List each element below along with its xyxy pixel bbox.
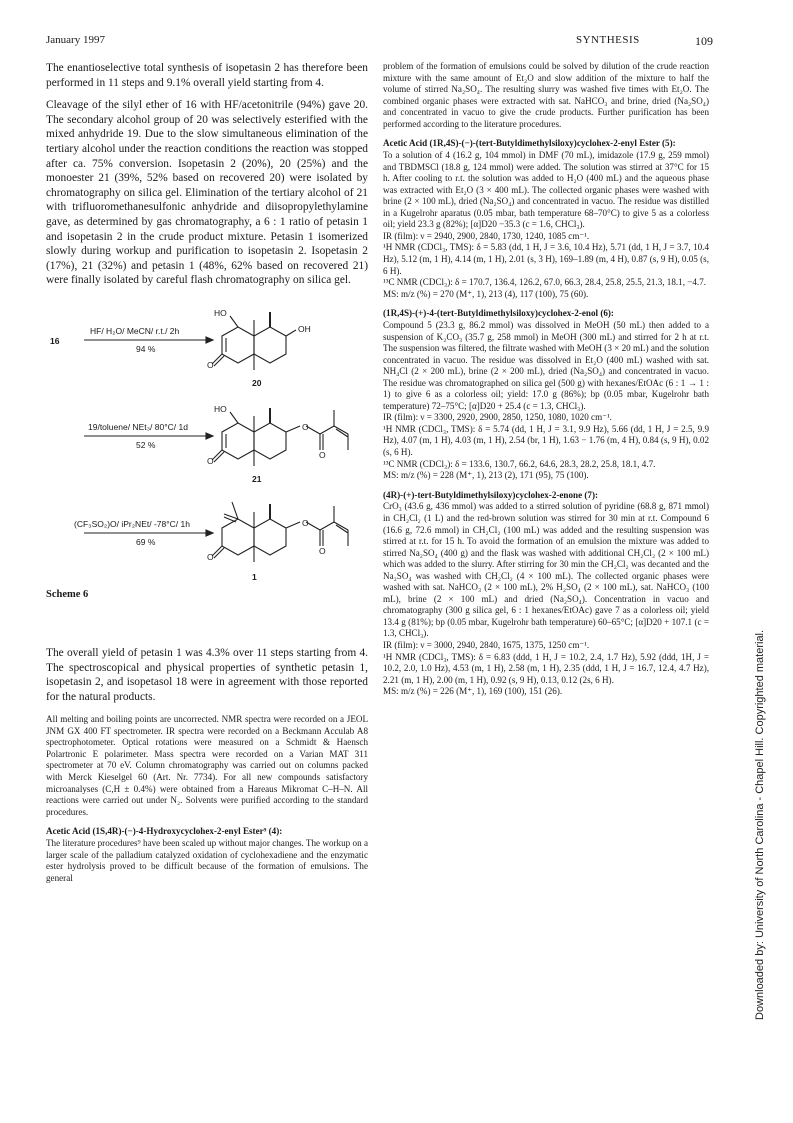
journal-name: SYNTHESIS <box>576 34 640 46</box>
paragraph-general-methods: All melting and boiling points are uncorrected. NMR spectra were recorded on a JEOL JNM GX 400 FT spectrometer. IR spectra were recorded on a Beckmann Acculab A8 spectrophotometer. Optical rotations were measured on a Schmidt & Haensch Polartronic E polarimeter. Mass spectra were recorded on a Varian MAT 311 spectrometer at 70 eV. Column chromatography was carried out on columns packed with Merck Kieselgel 60 (Art. Nr. 7734). For all new compounds satisfactory microanalyses (C,H ± 0.4%) were obtained from a Hareaus Mikromat C–H–N. All reactions were carried out under N₂. Solvents were purified according to the standard procedures. <box>46 714 368 817</box>
compound-6-title: (1R,4S)-(+)-4-(tert-Butyldimethylsiloxy)cyclohex-2-enol (6): <box>383 308 614 319</box>
molecule-20 <box>212 312 296 370</box>
molecule-21 <box>212 408 348 466</box>
label-compound-16: 16 <box>50 335 60 346</box>
molecule-1 <box>212 502 348 562</box>
atom-ho-20: HO <box>214 307 227 318</box>
step2-yield: 52 % <box>136 439 156 450</box>
compound-7-h-nmr: ¹H NMR (CDCl₃, TMS): δ = 6.83 (ddd, 1 H, J = 10.2, 2.4, 1.7 Hz), 5.92 (ddd, 1H, J = 10.2, 2.0, 1.0 Hz), 4.53 (m, 1 H), 2.58 (m, 1 H), 2.35 (ddd, 1 H, J = 16.7, 12.4, 4.7 Hz), 2.21 (m, 1 H), 2.00 (m, 1 H), 0.92 (s, 9 H), 0.13, 0.12 (2s, 6 H). <box>383 651 709 685</box>
compound-4-procedure: The literature procedures⁹ have been scaled up without major changes. The workup on a larger scale of the palladium catalyzed oxidation of cyclohexadiene and the enzymatic ester hydrolysis proved to be difficult because of the formation of emulsions. The general <box>46 838 368 883</box>
compound-7-procedure: CrO₃ (43.6 g, 436 mmol) was added to a stirred solution of pyridine (68.8 g, 871 mmol) in CH₂Cl₂ (1 L) and the red-brown solution was stirred for 30 min at r.t. Compound 6 (16.6 g, 72.6 mmol) in CH₂Cl₂ (100 mL) was added and the resulting suspension was stirred at r.t. for 15 h. To avoid the formation of an emulsion the mixture was added to stirred Na₂SO₄ (400 g) and the flask was washed with additional CH₂Cl₂ (2 × 100 mL) which was added to the slurry. After stirring for 30 min the CH₂Cl₂ was decanted and the Na₂SO₄ was washed with CH₂Cl₂ (4 × 100 mL). The collected organic phases were washed with sat. NaHCO₃ (2 × 100 mL), 2% H₂SO₄ (2 × 100 mL), sat. NaHCO₃ (100 mL), brine (2 × 100 mL) and dried (Na₂SO₄). Concentration in vacuo and chromatography (300 g silica gel, 6 : 1 hexanes/EtOAc) gave 7 as a colorless oil; yield 13.4 g (81%); bp (0.05 mbar, Kugelrohr bath temperature) 60–65°C; [α]D20 + 107.1 (c = 1.3, CHCl₃). <box>383 501 709 639</box>
atom-o-ester-1: O <box>302 517 309 528</box>
issue-date: January 1997 <box>46 34 105 46</box>
compound-4-title: Acetic Acid (1S,4R)-(−)-4-Hydroxycyclohex-2-enyl Ester⁹ (4): <box>46 826 283 837</box>
step3-yield: 69 % <box>136 536 156 547</box>
download-notice <box>742 130 766 1030</box>
arrowhead-3 <box>206 530 213 536</box>
atom-o-1: O <box>207 551 214 562</box>
atom-o-ester-21: O <box>302 421 309 432</box>
step1-reagents: HF/ H₂O/ MeCN/ r.t./ 2h <box>90 325 180 336</box>
compound-5-h-nmr: ¹H NMR (CDCl₃, TMS): δ = 5.83 (dd, 1 H, J = 3.6, 10.4 Hz), 5.71 (dd, 1 H, J = 3.7, 10.4 Hz), 5.12 (m, 1 H), 4.14 (m, 1 H), 2.01 (s, 3 H), 169–1.89 (m, 4 H), 0.87 (s, 9 H), 0.05 (s, 6 H). <box>383 242 709 276</box>
scheme-caption: Scheme 6 <box>46 588 89 600</box>
arrowhead-2 <box>206 433 213 439</box>
compound-5-c-nmr: ¹³C NMR (CDCl₃): δ = 170.7, 136.4, 126.2, 67.0, 66.3, 28.4, 25.8, 25.5, 21.3, 18.1, −4.7. <box>383 277 707 288</box>
step2-reagents: 19/toluene/ NEt₃/ 80°C/ 1d <box>88 421 188 432</box>
atom-o-carbonyl-1: O <box>319 545 326 556</box>
atom-o-20: O <box>207 359 214 370</box>
atom-o-carbonyl-21: O <box>319 449 326 460</box>
compound-5-ms: MS: m/z (%) = 270 (M⁺, 1), 213 (4), 117 (100), 75 (60). <box>383 288 589 299</box>
download-notice-text: Downloaded by: University of North Carolina - Chapel Hill. Copyrighted material. <box>754 629 766 1020</box>
compound-7-ir: IR (film): ν = 3000, 2940, 2840, 1675, 1375, 1250 cm⁻¹. <box>383 640 590 650</box>
paragraph-emulsion-continued: problem of the formation of emulsions could be solved by dilution of the crude reaction mixture with the same amount of Et₂O and slow addition of the mixture to half the volume of stirred Na₂SO₄. The resulting slurry was washed five times with Et₂O. The combined organic phases were extracted with sat. NaHCO₃ and brine, dried (Na₂SO₄) and concentrated in vacuo to give the crude products. Further purification has been performed according to the literature procedures. <box>383 61 709 129</box>
compound-6-ir: IR (film): ν = 3300, 2920, 2900, 2850, 1250, 1080, 1020 cm⁻¹. <box>383 412 612 423</box>
paragraph-overall-yield: The overall yield of petasin 1 was 4.3% over 11 steps starting from 4. The spectroscopical and physical properties of synthetic petasin 1, isopetasin 2, and isopetasol 18 were in agreement with those reported for the natural products. <box>46 646 368 703</box>
scheme-drawing <box>46 306 368 606</box>
step1-yield: 94 % <box>136 343 156 354</box>
compound-7-title: (4R)-(+)-tert-Butyldimethylsiloxy)cyclohex-2-enone (7): <box>383 489 599 500</box>
atom-oh-20: OH <box>298 323 311 334</box>
right-column <box>383 61 709 698</box>
compound-5-ir: IR (film): ν = 2940, 2900, 2840, 1730, 1240, 1085 cm⁻¹. <box>383 230 590 241</box>
label-compound-20: 20 <box>252 377 262 388</box>
paragraph-cleavage: Cleavage of the silyl ether of 16 with HF/acetonitrile (94%) gave 20. The secondary alcohol group of 20 was selectively esterified with the mixed anhydride 19. Due to the slow simultaneous elimination of the tertiary alcohol under the reaction conditions the reaction was stopped after ca. 75% conversion. Isopetasin 2 (20%), 20 (25%) and the monoester 21 (39%, 52% based on recovered 20) were isolated by chromatography on silica gel. Elimination of the tertiary alcohol of 21 with trifluoromethanesulfonic anhydride and diisopropylethylamine gave, as determined by gas chromatography, a 6 : 1 ratio of petasin 1 and isopetasin 2 in the crude product mixture. Petasin 1 isomerized slowly during workup and purification to isopetasin 2. Isopetasin 2 (17%), 21 (32%) and petasin 1 (48%, 62% based on recovered 21) were finally isolated by careful flash chromatography on silica gel. <box>46 99 368 287</box>
atom-ho-21: HO <box>214 403 227 414</box>
left-column <box>46 61 368 884</box>
compound-6-ms: MS: m/z (%) = 228 (M⁺, 1), 213 (2), 171 (95), 75 (100). <box>383 470 589 481</box>
reaction-scheme <box>46 306 368 626</box>
page-number: 109 <box>695 34 713 48</box>
compound-5-procedure: To a solution of 4 (16.2 g, 104 mmol) in DMF (70 mL), imidazole (17.9 g, 259 mmol) and TBDMSCl (18.8 g, 124 mmol) were added. The solution was stirred at 37°C for 15 h. After cooling to r.t. the solution was added to H₂O (400 mL) and the aqueous phase was extracted with Et₂O (3 × 400 mL). The collected organic phases were washed with brine (2 × 100 mL), dried (Na₂SO₄) and concentrated in vacuo. The residue was distilled in a Kugelrohr aparatus (0.05 mbar, bath temperature 68–70°C) to give 5 as a colorless oil; yield 23.3 g (82%); [α]D20 −35.3 (c = 1.6, CHCl₃). <box>383 150 709 230</box>
arrowhead-1 <box>206 337 213 343</box>
paragraph-summary: The enantioselective total synthesis of isopetasin 2 has therefore been performed in 11 steps and 9.1% overall yield starting from 4. <box>46 62 368 89</box>
compound-6-c-nmr: ¹³C NMR (CDCl₃): δ = 133.6, 130.7, 66.2, 64.6, 28.3, 28.2, 25.8, 18.1, 4.7. <box>383 458 656 469</box>
label-compound-1: 1 <box>252 571 257 582</box>
compound-6-h-nmr: ¹H NMR (CDCl₃, TMS): δ = 5.74 (dd, 1 H, J = 3.1, 9.9 Hz), 5.66 (dd, 1 H, J = 2.5, 9.9 Hz), 4.07 (m, 1 H), 4.03 (m, 1 H), 2.54 (br, 1 H), 1.63 − 1.76 (m, 4 H), 0.84 (s, 9 H), 0.02 (s, 6 H). <box>383 423 709 457</box>
compound-6-procedure: Compound 5 (23.3 g, 86.2 mmol) was dissolved in MeOH (50 mL) then added to a suspension of K₂CO₃ (35.7 g, 258 mmol) in MeOH (300 mL) and stirred for 2 h at r.t. The suspension was filtered, the filtrate washed with MeOH (3 × 20 mL) and the solution concentrated in vacuo. The residue was dissolved in Et₂O (400 mL) washed with sat. NH₄Cl (2 × 200 mL), brine (2 × 200 mL), dried (Na₂SO₄) and concentrated in vacuo. The residue was chromatographed on silica gel (500 g) with hexanes/EtOAc (6 : 1 → 1 : 1) to give 6 as a colorless oil; yield: 17.0 g (86%); bp (0.05 mbar, Kugelrohr bath temperature) 72–75°C; [α]D20 + 25.4 (c = 1.3, CHCl₃). <box>383 319 709 411</box>
step3-reagents: (CF₃SO₂)O/ iPr₂NEt/ -78°C/ 1h <box>74 518 190 529</box>
compound-7-ms: MS: m/z (%) = 226 (M⁺, 1), 169 (100), 151 (26). <box>383 686 563 697</box>
label-compound-21: 21 <box>252 473 262 484</box>
compound-5-title: Acetic Acid (1R,4S)-(−)-(tert-Butyldimethylsiloxy)cyclohex-2-enyl Ester (5): <box>383 138 676 149</box>
page-header <box>46 34 713 50</box>
atom-o-21: O <box>207 455 214 466</box>
